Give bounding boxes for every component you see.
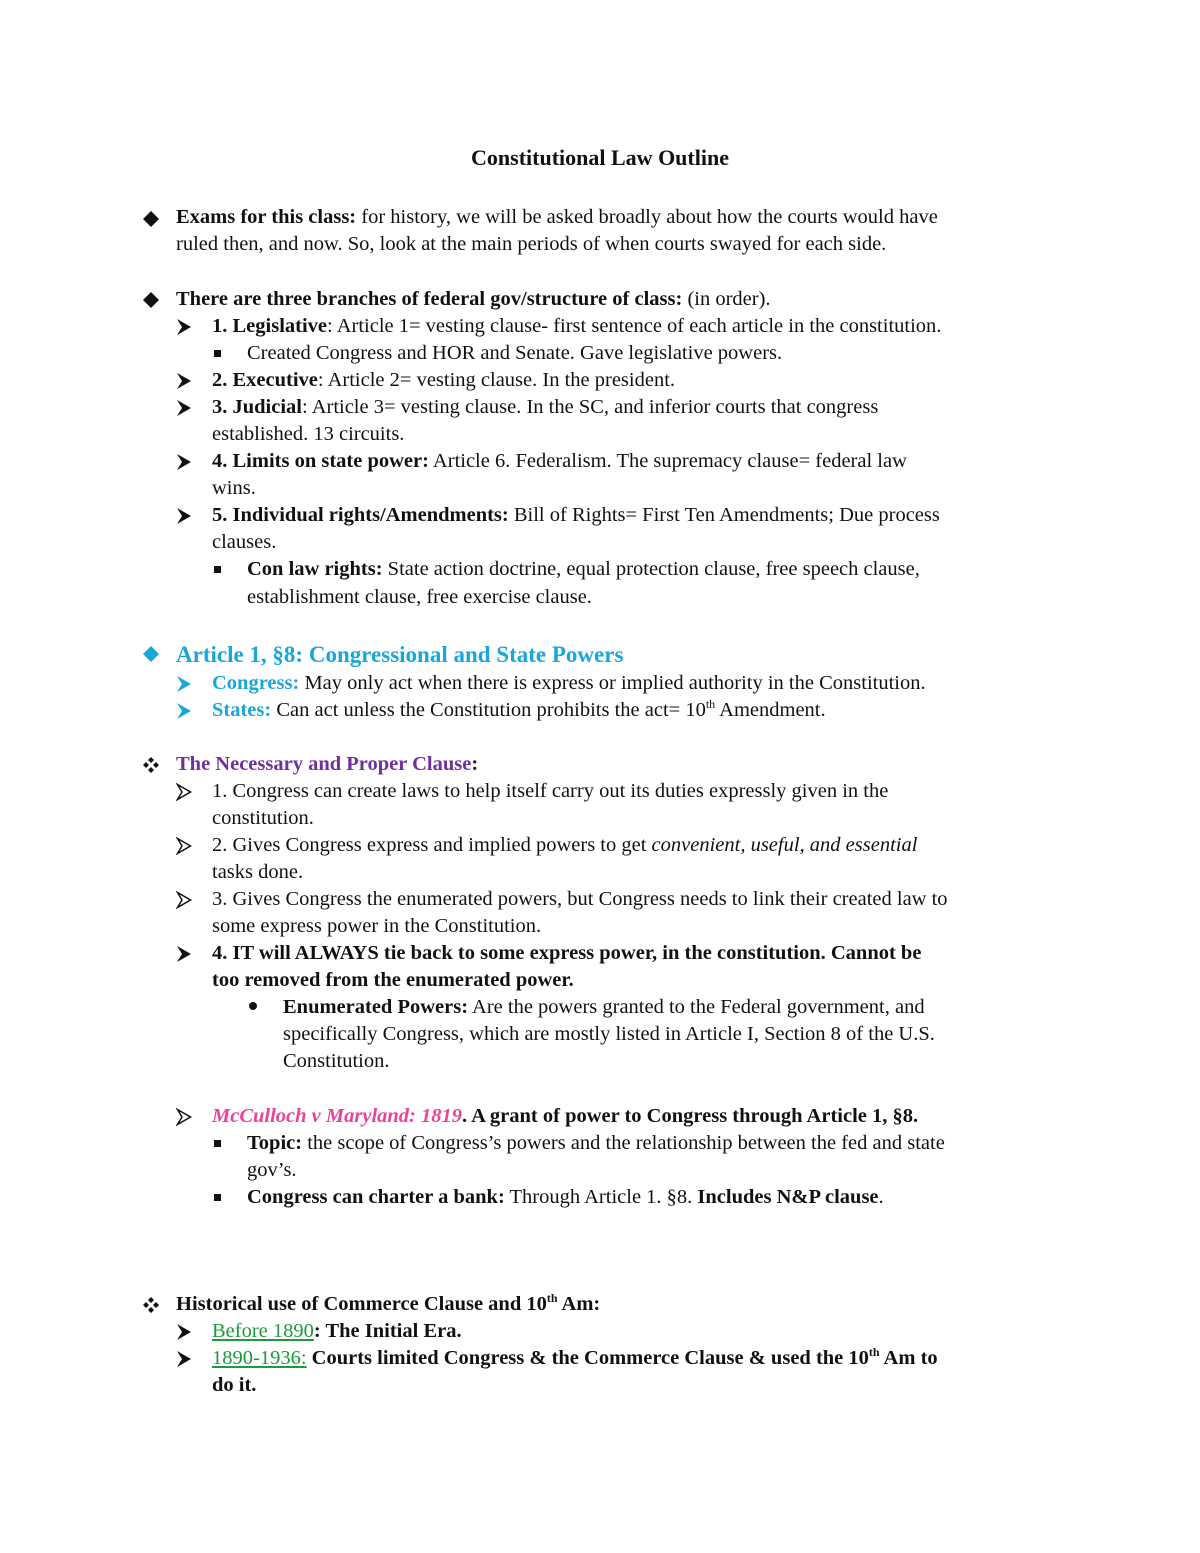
- commerce-era-1-date: Before 1890: [212, 1320, 314, 1342]
- branch-limits-text: Article 6. Federalism. The supremacy clause= federal law: [428, 450, 907, 472]
- branches-suffix: (in order).: [682, 288, 771, 310]
- square-bullet-icon: [214, 350, 221, 357]
- arrow-outline-bullet-icon: [176, 783, 192, 801]
- article1-states-text: Can act unless the Constitution prohibits the act= 10: [271, 699, 706, 721]
- enum-line-3: Constitution.: [283, 1050, 390, 1072]
- conlaw-line-1: [247, 556, 920, 583]
- commerce-heading-sup: th: [546, 1291, 558, 1306]
- article1-congress-text: May only act when there is express or implied authority in the Constitution.: [299, 672, 926, 694]
- article1-congress-label: Congress:: [212, 672, 300, 694]
- mcculloch-heading: [212, 1103, 918, 1130]
- np-item-1: 1. Congress can create laws to help itself carry out its duties expressly given in the: [212, 780, 889, 802]
- commerce-era-1: [212, 1318, 462, 1345]
- article1-states-sup: th: [705, 697, 716, 712]
- commerce-era-2-end: Am to: [879, 1347, 938, 1369]
- square-bullet-icon: [214, 1194, 221, 1201]
- commerce-era-2-date: 1890-1936:: [212, 1347, 307, 1369]
- exams-label: Exams for this class:: [176, 206, 357, 228]
- mcculloch-bank: [247, 1184, 884, 1211]
- arrow-bullet-icon: [176, 1350, 192, 1368]
- arrow-bullet-icon: [176, 318, 192, 336]
- branch-executive-label: 2. Executive: [212, 369, 318, 391]
- branch-executive-text: : Article 2= vesting clause. In the president.: [317, 369, 676, 391]
- diamond-bullet-icon: [142, 645, 160, 663]
- np-heading-text: The Necessary and Proper Clause: [176, 753, 472, 775]
- enum-label: Enumerated Powers:: [283, 996, 469, 1018]
- conlaw-text: State action doctrine, equal protection clause, free speech clause,: [382, 558, 920, 580]
- np-heading: [176, 751, 478, 778]
- arrow-outline-bullet-icon: [176, 837, 192, 855]
- diamond-bullet-icon: [142, 210, 160, 228]
- conlaw-label: Con law rights:: [247, 558, 383, 580]
- arrow-bullet-icon: [176, 453, 192, 471]
- arrow-bullet-icon: [176, 372, 192, 390]
- diamond-bullet-icon: [142, 291, 160, 309]
- branch-limits-cont: wins.: [212, 477, 256, 499]
- branch-rights-label: 5. Individual rights/Amendments:: [212, 504, 509, 526]
- mcculloch-topic-label: Topic:: [247, 1132, 303, 1154]
- conlaw-line-2: establishment clause, free exercise clause.: [247, 586, 592, 608]
- np-item-2-text: 2. Gives Congress express and implied powers to get: [212, 834, 652, 856]
- branch-rights: [212, 502, 940, 529]
- branch-executive: [212, 367, 675, 394]
- four-diamond-bullet-icon: [143, 757, 159, 773]
- page-title: Constitutional Law Outline: [471, 145, 729, 170]
- article1-heading: Article 1, §8: Congressional and State Powers: [176, 642, 624, 667]
- mcculloch-topic: [247, 1130, 945, 1157]
- mcculloch-topic-text: the scope of Congress’s powers and the relationship between the fed and state: [302, 1132, 945, 1154]
- branch-judicial-cont: established. 13 circuits.: [212, 423, 405, 445]
- commerce-heading-text: Historical use of Commerce Clause and 10: [176, 1293, 547, 1315]
- four-diamond-bullet-icon: [143, 1297, 159, 1313]
- commerce-heading: [176, 1291, 600, 1318]
- branches-heading: [176, 286, 771, 313]
- round-bullet-icon: [249, 1002, 257, 1010]
- np-heading-colon: :: [471, 753, 479, 775]
- commerce-era-1-text: : The Initial Era.: [313, 1320, 462, 1342]
- branches-label: There are three branches of federal gov/structure of class:: [176, 288, 683, 310]
- mcculloch-bank-label: Congress can charter a bank:: [247, 1186, 505, 1208]
- branch-judicial: [212, 394, 878, 421]
- enum-text: Are the powers granted to the Federal government, and: [468, 996, 925, 1018]
- branch-legislative-label: 1. Legislative: [212, 315, 328, 337]
- arrow-outline-bullet-icon: [176, 891, 192, 909]
- np-item-4-cont: too removed from the enumerated power.: [212, 969, 574, 991]
- commerce-era-2-sup: th: [868, 1345, 880, 1360]
- branch-judicial-label: 3. Judicial: [212, 396, 302, 418]
- square-bullet-icon: [214, 566, 221, 573]
- mcculloch-summary: . A grant of power to Congress through Article 1, §8.: [462, 1105, 919, 1127]
- branch-legislative-text: : Article 1= vesting clause- first sentence of each article in the constitution.: [327, 315, 942, 337]
- arrow-bullet-icon: [176, 507, 192, 525]
- branch-limits: [212, 448, 907, 475]
- np-item-2: [212, 832, 917, 859]
- commerce-era-2: [212, 1345, 938, 1372]
- mcculloch-bank-end: .: [878, 1186, 884, 1208]
- arrow-bullet-icon: [176, 675, 192, 693]
- arrow-bullet-icon: [176, 702, 192, 720]
- exams-text: for history, we will be asked broadly about how the courts would have: [356, 206, 938, 228]
- commerce-heading-end: Am:: [557, 1293, 601, 1315]
- np-item-4: 4. IT will ALWAYS tie back to some express power, in the constitution. Cannot be: [212, 942, 922, 964]
- mcculloch-bank-text: Through Article 1. §8.: [504, 1186, 698, 1208]
- arrow-outline-bullet-icon: [176, 1108, 192, 1126]
- enum-line-2: specifically Congress, which are mostly listed in Article I, Section 8 of the U.S.: [283, 1023, 935, 1045]
- exams-line-1: [176, 204, 938, 231]
- article1-states-label: States:: [212, 699, 272, 721]
- article1-states: [212, 697, 826, 724]
- commerce-era-2-cont: do it.: [212, 1374, 257, 1396]
- commerce-era-2-text: Courts limited Congress & the Commerce Clause & used the 10: [306, 1347, 869, 1369]
- branch-judicial-text: : Article 3= vesting clause. In the SC, and inferior courts that congress: [302, 396, 879, 418]
- branch-rights-text: Bill of Rights= First Ten Amendments; Due process: [508, 504, 940, 526]
- np-item-2-italic: convenient, useful, and essential: [651, 834, 918, 856]
- branch-legislative: [212, 313, 941, 340]
- article1-congress: [212, 670, 926, 697]
- branch-limits-label: 4. Limits on state power:: [212, 450, 429, 472]
- np-item-1-cont: constitution.: [212, 807, 314, 829]
- mcculloch-bank-bold: Includes N&P clause: [697, 1186, 879, 1208]
- branch-rights-cont: clauses.: [212, 531, 277, 553]
- mcculloch-case-name: McCulloch v Maryland: 1819: [212, 1105, 462, 1127]
- enum-line-1: [283, 994, 925, 1021]
- arrow-bullet-icon: [176, 945, 192, 963]
- mcculloch-topic-cont: gov’s.: [247, 1159, 297, 1181]
- np-item-3: 3. Gives Congress the enumerated powers, but Congress needs to link their created law to: [212, 888, 948, 910]
- np-item-3-cont: some express power in the Constitution.: [212, 915, 542, 937]
- exams-line-2: ruled then, and now. So, look at the main periods of when courts swayed for each side.: [176, 233, 887, 255]
- np-item-2-cont: tasks done.: [212, 861, 304, 883]
- arrow-bullet-icon: [176, 399, 192, 417]
- article1-states-end: Amendment.: [715, 699, 826, 721]
- legislative-sub: Created Congress and HOR and Senate. Gave legislative powers.: [247, 342, 783, 364]
- square-bullet-icon: [214, 1140, 221, 1147]
- arrow-bullet-icon: [176, 1323, 192, 1341]
